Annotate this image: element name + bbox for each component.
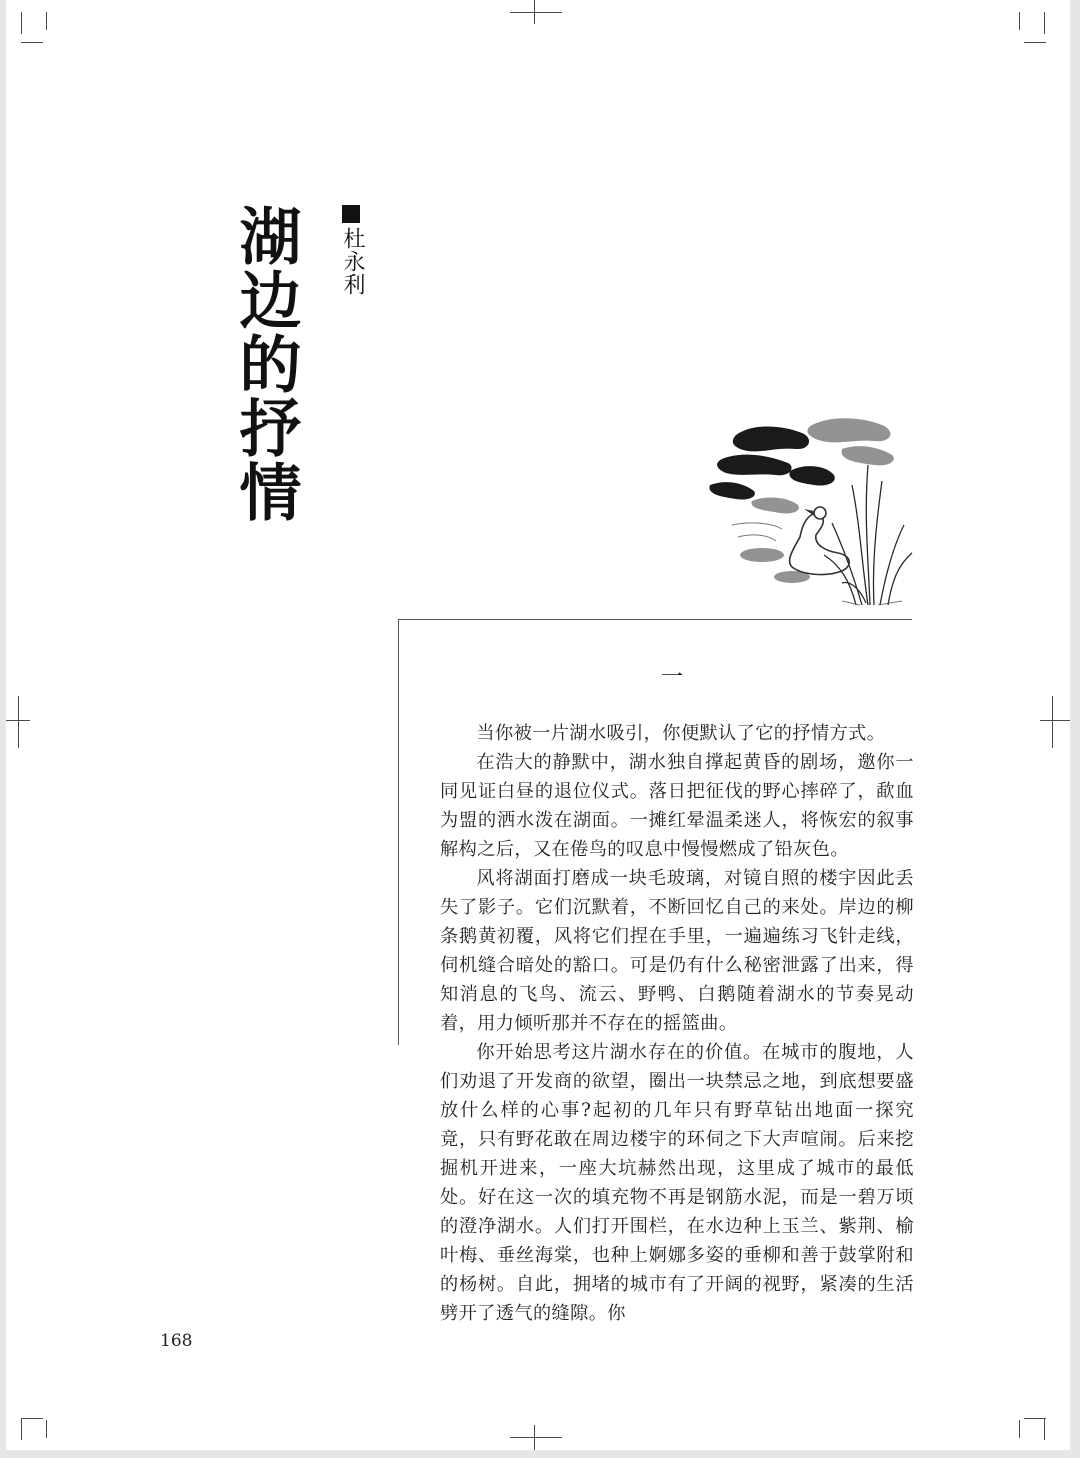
- registration-mark: [510, 1437, 562, 1438]
- body-paragraph: 在浩大的静默中，湖水独自撑起黄昏的剧场，邀你一同见证白昼的退位仪式。落日把征伐的野心摔碎了，歃血为盟的洒水泼在湖面。一摊红晕温柔迷人，将恢宏的叙事解构之后，又在倦鸟的叹息中慢慢燃成了铅灰色。: [440, 752, 914, 860]
- frame-top-rule: [398, 619, 912, 620]
- registration-mark: [534, 0, 535, 24]
- crop-mark: [1044, 1418, 1045, 1440]
- crop-mark: [21, 42, 43, 43]
- crop-mark: [1019, 1420, 1020, 1438]
- author-byline: [340, 205, 364, 296]
- magazine-page: [6, 0, 1070, 1450]
- crop-mark: [21, 1418, 22, 1440]
- crop-mark: [21, 1418, 43, 1419]
- body-paragraph: 当你被一片湖水吸引，你便默认了它的抒情方式。: [476, 723, 886, 744]
- registration-mark: [1040, 720, 1070, 721]
- section-number: 一: [661, 665, 684, 690]
- crop-mark: [1024, 1418, 1046, 1419]
- crop-mark: [1044, 12, 1045, 34]
- author-name: 杜永利: [340, 227, 365, 296]
- registration-mark: [510, 12, 562, 13]
- registration-mark: [534, 1425, 535, 1450]
- page-number: 168: [160, 1331, 193, 1351]
- registration-mark: [18, 696, 19, 748]
- crop-mark: [46, 12, 47, 30]
- body-paragraph: 风将湖面打磨成一块毛玻璃，对镜自照的楼宇因此丢失了影子。它们沉默着，不断回忆自己的来处。岸边的柳条鹅黄初覆，风将它们捏在手里，一遍遍练习飞针走线，伺机缝合暗处的豁口。可是仍有什么秘密泄露了出来，得知消息的飞鸟、流云、野鸭、白鹅随着湖水的节奏晃动着，用力倾听那并不存在的摇篮曲。: [440, 868, 914, 1034]
- ink-wash-illustration: [692, 405, 917, 615]
- body-paragraph: 你开始思考这片湖水存在的价值。在城市的腹地，人们劝退了开发商的欲望，圈出一块禁忌之地，到底想要盛放什么样的心事?起初的几年只有野草钻出地面一探究竟，只有野花敢在周边楼宇的环伺之下大声喧闹。后来挖掘机开进来，一座大坑赫然出现，这里成了城市的最低处。好在这一次的填充物不再是钢筋水泥，而是一碧万顷的澄净湖水。人们打开围栏，在水边种上玉兰、紫荆、榆叶梅、垂丝海棠，也种上婀娜多姿的垂柳和善于鼓掌附和的杨树。自此，拥堵的城市有了开阔的视野，紧凑的生活劈开了透气的缝隙。你: [440, 1042, 914, 1324]
- frame-left-rule: [398, 619, 399, 1045]
- article-title: 湖边的抒情: [229, 204, 302, 524]
- registration-mark: [1052, 696, 1053, 748]
- article-body: [440, 719, 914, 1328]
- crop-mark: [1024, 42, 1046, 43]
- crop-mark: [1019, 12, 1020, 30]
- byline-square-icon: [342, 205, 360, 223]
- crop-mark: [46, 1420, 47, 1438]
- crop-mark: [21, 12, 22, 34]
